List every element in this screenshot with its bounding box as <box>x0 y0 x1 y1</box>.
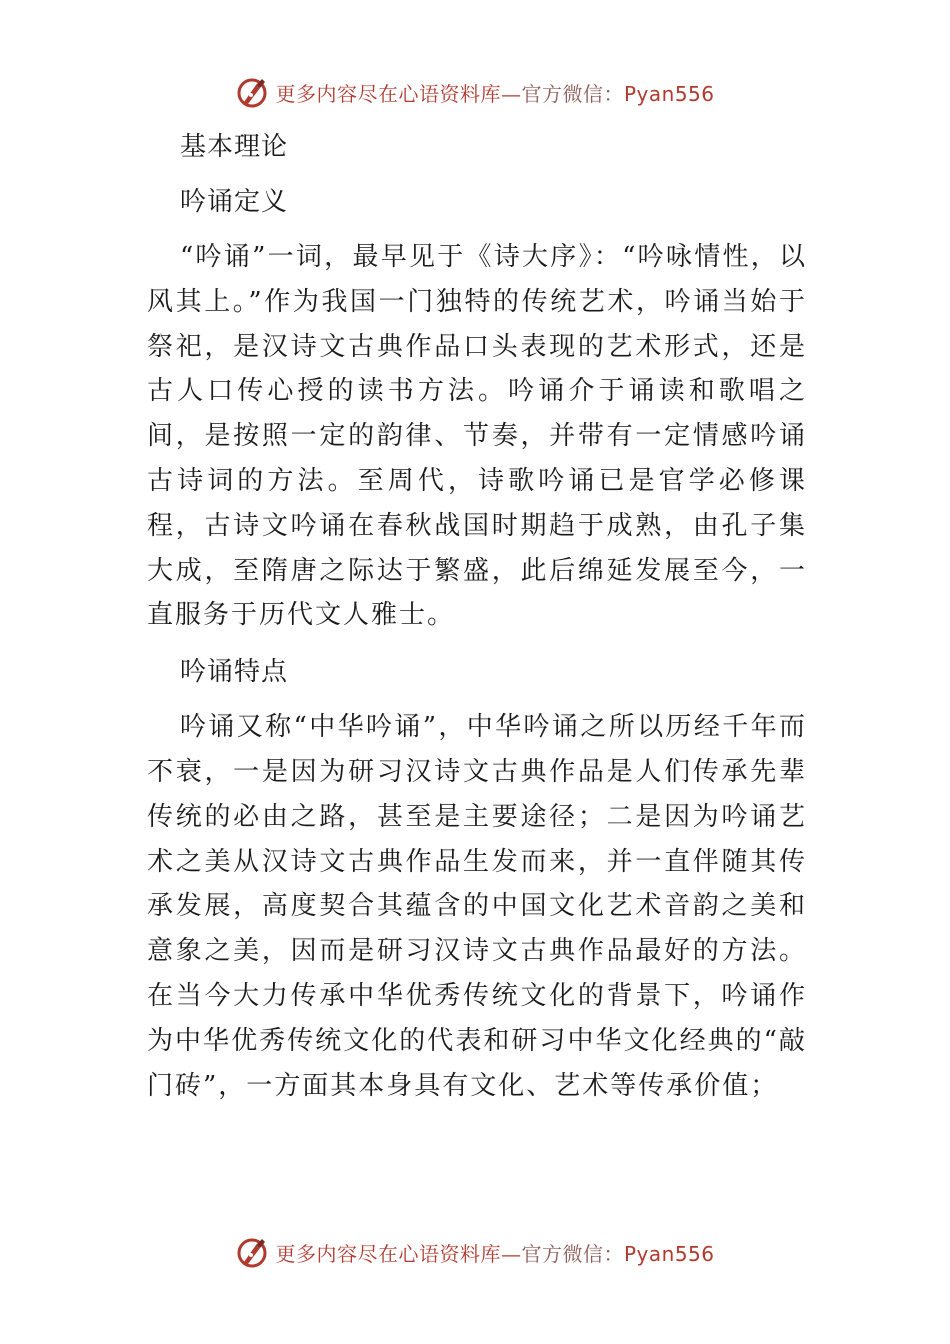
watermark-wechat-id: Pyan556 <box>623 1241 715 1266</box>
watermark-text <box>275 1238 714 1267</box>
watermark-wechat-label: 官方微信： <box>521 1241 624 1266</box>
watermark-main: 更多内容尽在心语资料库 <box>275 1241 501 1266</box>
header-watermark <box>0 72 950 112</box>
watermark-text <box>275 78 714 107</box>
watermark-main: 更多内容尽在心语资料库 <box>275 81 501 106</box>
features-paragraph: 吟诵又称“中华吟诵”，中华吟诵之所以历经千年而不衰，一是因为研习汉诗文古典作品是人们传承先辈传统的必由之路，甚至是主要途径；二是因为吟诵艺术之美从汉诗文古典作品生发而来，并一直伴随其传承发展，高度契合其蕴含的中国文化艺术音韵之美和意象之美，因而是研习汉诗文古典作品最好的方法。在当今大力传承中华优秀传统文化的背景下，吟诵作为中华优秀传统文化的代表和研习中华文化经典的“敲门砖”，一方面其本身具有文化、艺术等传承价值； <box>147 712 807 1101</box>
watermark-dash: — <box>500 81 522 106</box>
watermark-wechat-label: 官方微信： <box>521 81 624 106</box>
section-title: 基本理论 <box>180 132 289 162</box>
pen-nib-logo-icon <box>235 1235 269 1269</box>
watermark-dash: — <box>500 1241 522 1266</box>
definition-paragraph: “吟诵”一词，最早见于《诗大序》：“吟咏情性，以风其上。”作为我国一门独特的传统艺术，吟诵当始于祭祀，是汉诗文古典作品口头表现的艺术形式，还是古人口传心授的读书方法。吟诵介于诵读和歌唱之间，是按照一定的韵律、节奏，并带有一定情感吟诵古诗词的方法。至周代，诗歌吟诵已是官学必修课程，古诗文吟诵在春秋战国时期趋于成熟，由孔子集大成，至隋唐之际达于繁盛，此后绵延发展至今，一直服务于历代文人雅士。 <box>147 242 807 631</box>
footer-watermark <box>0 1232 950 1272</box>
document-body <box>147 125 807 1120</box>
watermark-wechat-id: Pyan556 <box>623 81 715 106</box>
features-heading: 吟诵特点 <box>180 657 289 688</box>
pen-nib-logo-icon <box>235 75 269 109</box>
definition-heading: 吟诵定义 <box>180 187 289 217</box>
